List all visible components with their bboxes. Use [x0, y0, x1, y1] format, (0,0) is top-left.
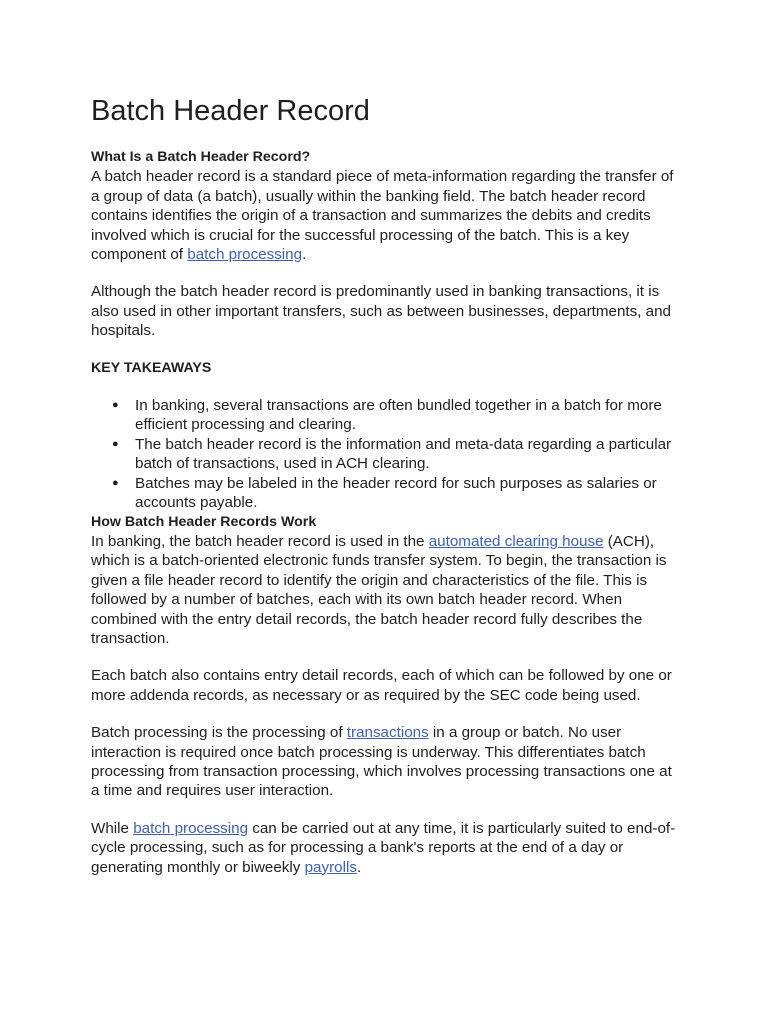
takeaway-text: In banking, several transactions are often bundled together in a batch for more efficient processing and clearing.	[135, 397, 662, 434]
section-heading-how-it-works: How Batch Header Records Work	[91, 513, 317, 530]
batch-processing-link[interactable]: batch processing	[187, 246, 303, 264]
ach-text-start: In banking, the batch header record is used in the	[91, 532, 429, 550]
section-heading-what-is: What Is a Batch Header Record?	[91, 149, 311, 165]
intro-paragraph	[91, 167, 681, 264]
batch-text-start: Batch processing is the processing of	[91, 724, 347, 742]
key-takeaways-heading: KEY TAKEAWAYS	[91, 359, 212, 376]
ach-paragraph	[91, 532, 681, 648]
takeaway-text: Batches may be labeled in the header record for such purposes as salaries or accounts payable.	[135, 474, 657, 512]
batch-processing-link-2[interactable]: batch processing	[133, 819, 249, 837]
list-item	[91, 396, 681, 435]
key-takeaways-list	[91, 396, 681, 512]
entry-detail-paragraph: Each batch also contains entry detail records, each of which can be followed by one or more addenda records, as necessary or as required by the SEC code being used.	[91, 667, 672, 704]
automated-clearing-house-link[interactable]: automated clearing house	[428, 532, 604, 550]
bullet-icon: ●	[112, 437, 119, 450]
takeaway-text: The batch header record is the information and meta-data regarding a particular batch of transactions, used in ACH clearing.	[135, 435, 672, 473]
list-item	[91, 474, 681, 513]
intro-text-end: .	[302, 246, 307, 264]
batch-processing-paragraph	[91, 723, 681, 801]
bullet-icon: ●	[112, 476, 119, 489]
cycle-text-middle: can be carried out at any time, it is particularly suited to end-of-cycle processing, such as for processing a bank's reports at the end of a day or generating monthly or biweekly	[91, 819, 676, 876]
usage-paragraph: Although the batch header record is predominantly used in banking transactions, it is also used in other important transfers, such as between businesses, departments, and hospitals.	[91, 283, 671, 340]
intro-text: A batch header record is a standard piece of meta-information regarding the transfer of a group of data (a batch), usually within the banking field. The batch header record contains identifies the origin of a transaction and summarizes the debits and credits involved which is crucial for the successful processing of the batch. This is a key component of	[91, 168, 674, 264]
cycle-text-end: .	[356, 858, 362, 876]
payrolls-link[interactable]: payrolls	[304, 858, 357, 876]
ach-text-end: (ACH), which is a batch-oriented electronic funds transfer system. To begin, the transaction is given a file header record to identify the origin and characteristics of the file. This is followed by a number of batches, each with its own batch header record. When combined with the entry detail records, the batch header record fully describes the transaction.	[91, 532, 667, 647]
list-item	[91, 435, 681, 474]
page-title: Batch Header Record	[91, 95, 370, 127]
article-body	[91, 148, 681, 877]
transactions-link[interactable]: transactions	[346, 724, 429, 742]
end-of-cycle-paragraph	[91, 819, 681, 877]
batch-text-end: in a group or batch. No user interaction is required once batch processing is underway. This differentiates batch processing from transaction processing, which involves processing transactions one at a time and requires user interaction.	[91, 724, 672, 800]
cycle-text-start: While	[91, 819, 134, 837]
bullet-icon: ●	[112, 399, 119, 412]
